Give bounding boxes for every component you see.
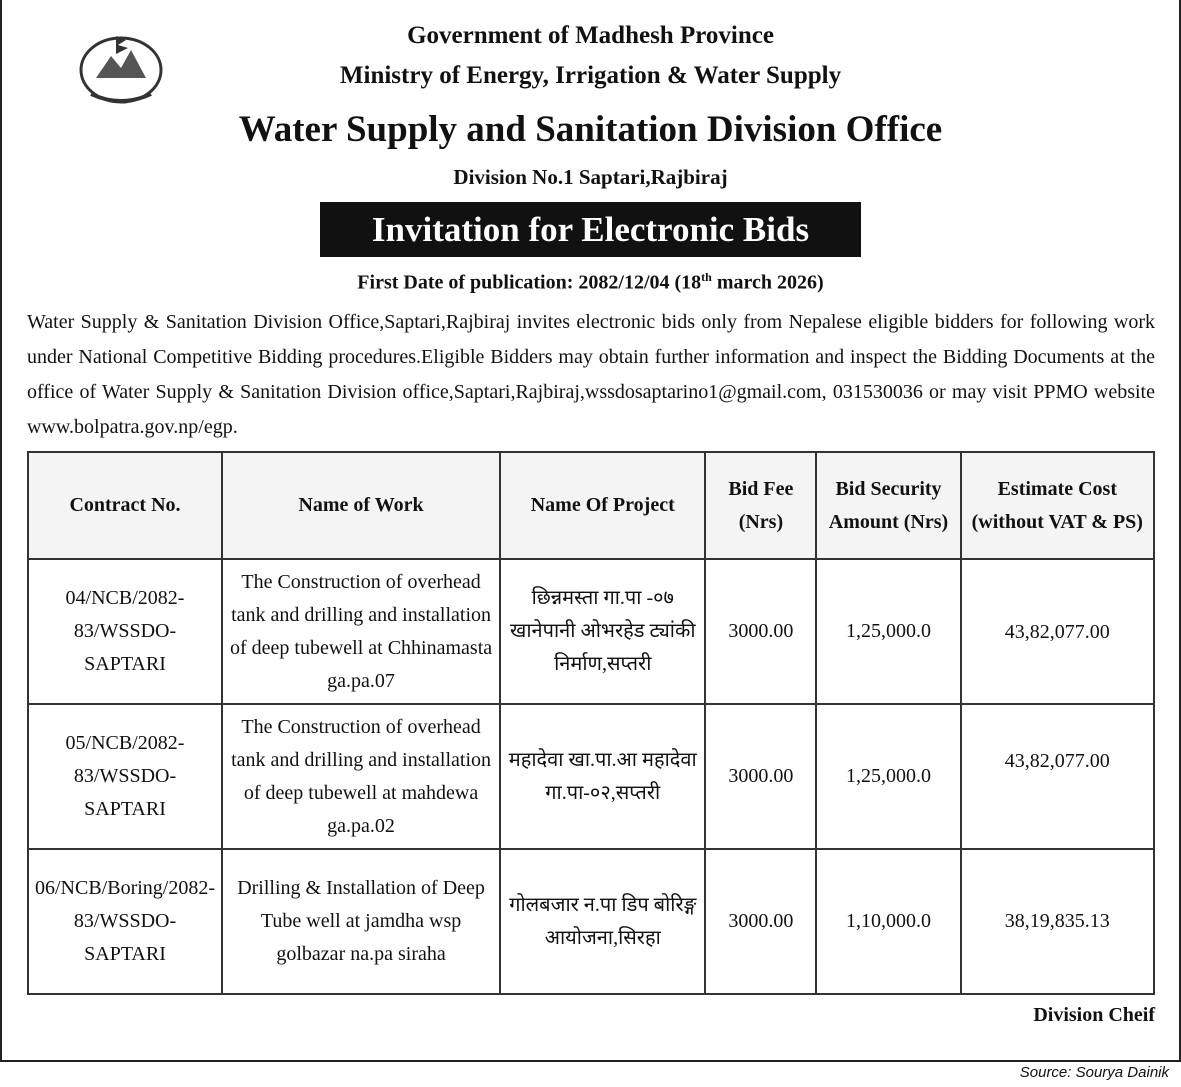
table-row: [28, 559, 1154, 704]
notice-title: Invitation for Electronic Bids: [320, 202, 861, 257]
cell-bid-fee: 3000.00: [705, 559, 816, 704]
ministry-heading: Ministry of Energy, Irrigation & Water Supply: [339, 62, 842, 89]
publication-date: First Date of publication: 2082/12/04 (18th march 2026): [357, 270, 824, 294]
header-contract-no: Contract No.: [28, 452, 222, 559]
header-name-of-work: Name of Work: [222, 452, 500, 559]
table-row: [28, 704, 1154, 849]
cell-contract-no: 06/NCB/Boring/2082-83/WSSDO-SAPTARI: [28, 849, 222, 994]
cell-bid-security: 1,10,000.0: [816, 849, 960, 994]
cell-bid-fee: 3000.00: [705, 849, 816, 994]
cell-bid-security: 1,25,000.0: [816, 704, 960, 849]
cell-name-of-work: The Construction of overhead tank and drilling and installation of deep tubewell at mahdewa ga.pa.02: [222, 704, 500, 849]
notice-body: Water Supply & Sanitation Division Office,Saptari,Rajbiraj invites electronic bids only from Nepalese eligible bidders for following work under National Competitive Bidding procedures.Eligible Bidders may obtain further information and inspect the Bidding Documents at the office of Water Supply & Sanitation Division office,Saptari,Rajbiraj,wssdosaptarino1@gmail.com, 031530036 or may visit PPMO website www.bolpatra.gov.np/egp.: [27, 311, 1155, 438]
table-row: [28, 849, 1154, 994]
header-bid-security: Bid Security Amount (Nrs): [816, 452, 960, 559]
cell-estimate-cost: 38,19,835.13: [961, 849, 1154, 994]
cell-name-of-work: The Construction of overhead tank and drilling and installation of deep tubewell at Chhinamasta ga.pa.07: [222, 559, 500, 704]
source-credit: Source: Sourya Dainik: [1019, 1064, 1169, 1081]
cell-bid-fee: 3000.00: [705, 704, 816, 849]
cell-name-of-project: गोलबजार न.पा डिप बोरिङ्ग आयोजना,सिरहा: [500, 849, 705, 994]
cell-contract-no: 04/NCB/2082-83/WSSDO-SAPTARI: [28, 559, 222, 704]
cell-estimate-cost: 43,82,077.00: [961, 704, 1154, 849]
header-bid-fee: Bid Fee (Nrs): [705, 452, 816, 559]
government-heading: Government of Madhesh Province: [407, 22, 774, 49]
cell-bid-security: 1,25,000.0: [816, 559, 960, 704]
signature: Division Cheif: [1033, 1004, 1155, 1026]
cell-estimate-cost: 43,82,077.00: [961, 559, 1154, 704]
header-name-of-project: Name Of Project: [500, 452, 705, 559]
division-heading: Division No.1 Saptari,Rajbiraj: [453, 165, 728, 189]
table-header-row: [28, 452, 1154, 559]
header-estimate-cost: Estimate Cost (without VAT & PS): [961, 452, 1154, 559]
bids-table: [27, 451, 1155, 995]
cell-name-of-project: महादेवा खा.पा.आ महादेवा गा.पा-०२,सप्तरी: [500, 704, 705, 849]
cell-contract-no: 05/NCB/2082-83/WSSDO-SAPTARI: [28, 704, 222, 849]
cell-name-of-work: Drilling & Installation of Deep Tube well at jamdha wsp golbazar na.pa siraha: [222, 849, 500, 994]
cell-name-of-project: छिन्नमस्ता गा.पा -०७ खानेपानी ओभरहेड ट्यांकी निर्माण,सप्तरी: [500, 559, 705, 704]
office-heading: Water Supply and Sanitation Division Office: [238, 109, 943, 150]
